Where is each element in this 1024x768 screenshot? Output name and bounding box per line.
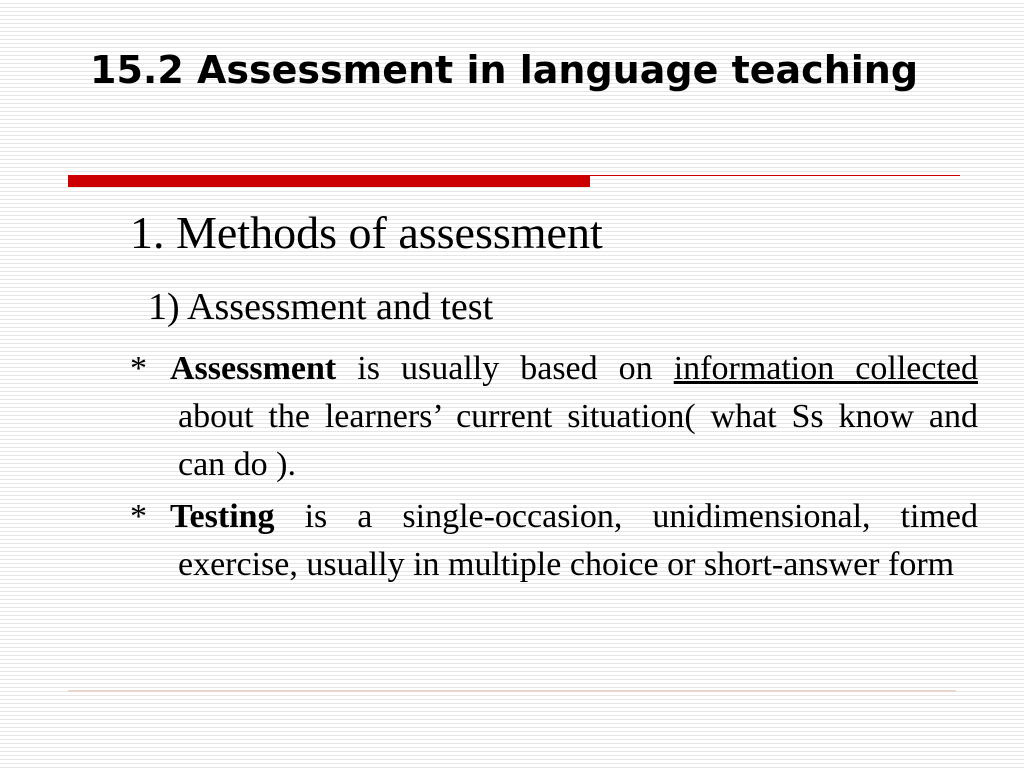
bullet-testing — [130, 493, 978, 589]
term-testing: Testing — [170, 498, 275, 535]
underlined-phrase: information collected — [673, 350, 978, 387]
subsection-heading: 1) Assessment and test — [148, 286, 494, 328]
bullet-assessment — [130, 345, 978, 489]
bullet-marker: * — [130, 498, 147, 535]
bullet-marker: * — [130, 350, 147, 387]
term-assessment: Assessment — [170, 350, 337, 387]
bullet-text: is a single-occasion, unidimensional, timed exercise, usually in multiple choice or short-answer form — [178, 498, 978, 583]
title-accent-bar — [68, 175, 590, 187]
title-accent-line — [590, 175, 960, 176]
bullet-text: is usually based on — [336, 350, 674, 387]
footer-divider — [68, 690, 956, 692]
bullet-text: about the learners’ current situation( what Ss know and can do ). — [178, 398, 978, 483]
slide-title: 15.2 Assessment in language teaching — [90, 48, 919, 92]
section-heading: 1. Methods of assessment — [130, 207, 603, 258]
